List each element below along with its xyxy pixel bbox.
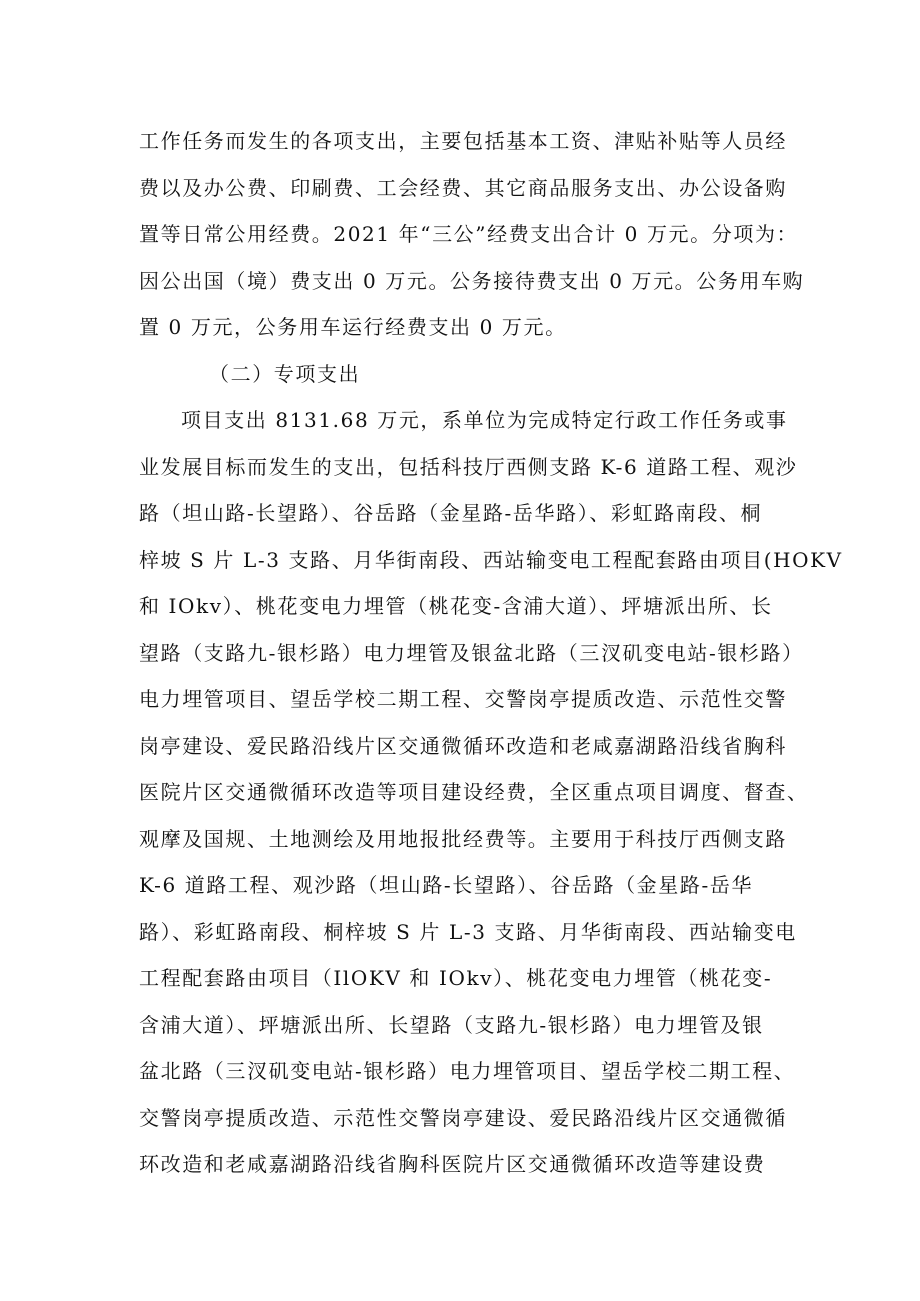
paragraph-line: 工作任务而发生的各项支出，主要包括基本工资、津贴补贴等人员经 [139,129,787,153]
paragraph-line: 岗亭建设、爱民路沿线片区交通微循环改造和老咸嘉湖路沿线省胸科 [139,733,787,758]
paragraph-line: 置 0 万元，公务用车运行经费支出 0 万元。 [139,315,567,339]
paragraph-line: 费以及办公费、印刷费、工会经费、其它商品服务支出、办公设备购 [139,175,787,200]
paragraph-line: 工程配套路由项目（IlOKV 和 IOkv）、桃花变电力埋管（桃花变- [139,966,773,990]
paragraph-line: 含浦大道）、坪塘派出所、长望路（支路九-银杉路）电力埋管及银 [139,1012,764,1037]
paragraph-line: 因公出国（境）费支出 0 万元。公务接待费支出 0 万元。公务用车购 [139,268,805,293]
body-text [139,118,843,1188]
paragraph-line: 和 IOkv）、桃花变电力埋管（桃花变-含浦大道）、坪塘派出所、长 [139,594,773,618]
paragraph-line: 望路（支路九-银杉路）电力埋管及银盆北路（三汊矶变电站-银杉路） [139,640,804,665]
section-heading: （二）专项支出 [209,361,361,386]
paragraph-line: 置等日常公用经费。2021 年“三公”经费支出合计 0 万元。分项为： [139,222,799,246]
paragraph-line: 路）、彩虹路南段、桐梓坡 S 片 L-3 支路、月华街南段、西站输变电 [139,919,797,944]
paragraph-line: 项目支出 8131.68 万元，系单位为完成特定行政工作任务或事 [181,408,788,432]
paragraph-line: 业发展目标而发生的支出，包括科技厅西侧支路 K-6 道路工程、观沙 [139,454,798,479]
paragraph-line: 观摩及国规、土地测绘及用地报批经费等。主要用于科技厅西侧支路 [139,826,787,851]
paragraph-line: 医院片区交通微循环改造等项目建设经费，全区重点项目调度、督查、 [139,780,809,804]
paragraph-line: 梓坡 S 片 L-3 支路、月华街南段、西站输变电工程配套路由项目(HOKV [139,547,843,572]
paragraph-line: K-6 道路工程、观沙路（坦山路-长望路）、谷岳路（金星路-岳华 [139,873,754,897]
paragraph-line: 路（坦山路-长望路）、谷岳路（金星路-岳华路）、彩虹路南段、桐 [139,501,763,525]
paragraph-line: 盆北路（三汊矶变电站-银杉路）电力埋管项目、望岳学校二期工程、 [139,1059,796,1083]
paragraph-line: 交警岗亭提质改造、示范性交警岗亭建设、爱民路沿线片区交通微循 [139,1105,787,1130]
paragraph-line: 电力埋管项目、望岳学校二期工程、交警岗亭提质改造、示范性交警 [139,687,787,711]
paragraph-line: 环改造和老咸嘉湖路沿线省胸科医院片区交通微循环改造等建设费 [139,1152,766,1176]
